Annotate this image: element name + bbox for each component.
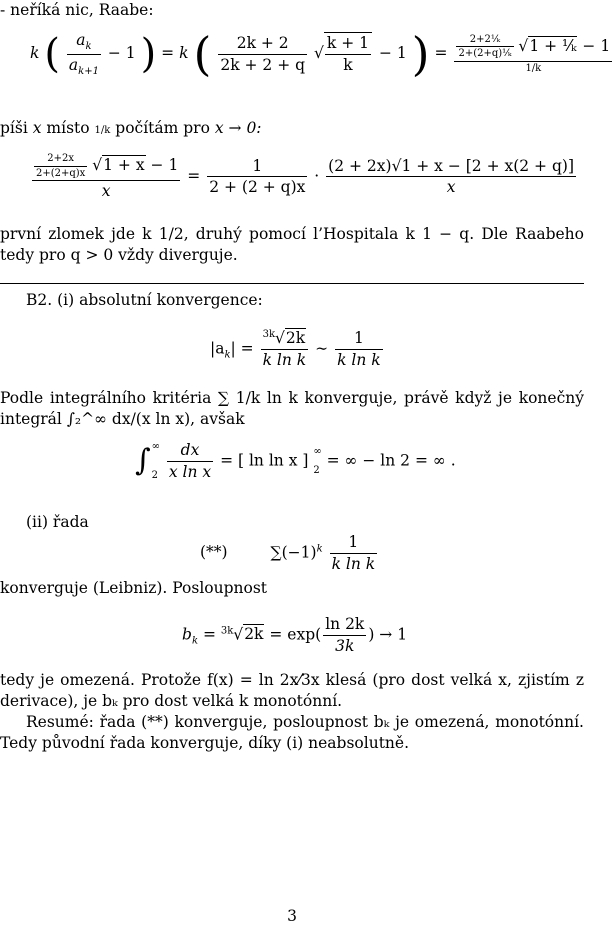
raabe-equation: k ( $\frac{a_k}{a_{k+1}}$ − 1 ) = k ( $\frac{2k + 2}{2k + 2 + q}$ √ $\frac{k + 1}{k}$ − 1 ) = $\frac{\text{2+2¹⁄ₖ}}{\text{2+(2+q)¹⁄ₖ}}$ √1 + ¹⁄ₖ − 1 1/k xyxy=(30,27,611,82)
bk-equation: $b_k = ^{3k}√2k = \exp$( $\frac{\ln 2k}{3k}$ ) → 1 xyxy=(182,615,408,655)
substitution-line: píši x místo 1/k počítám pro x → 0: xyxy=(0,119,262,137)
leibniz-paragraph: konverguje (Leibniz). Posloupnost xyxy=(0,579,268,597)
bounded-paragraph: tedy je omezená. Protože f(x) = ln 2x⁄3x klesá (pro dost velká x, zjistím z derivace), je bₖ pro dost velká k monotónní. xyxy=(0,671,584,710)
section-divider xyxy=(0,283,584,284)
limit-equation: $\frac{2+2x}{2+(2+q)x}$ √1 + x − 1 x = $\frac{1}{2 + (2 + q)x}$ · $\frac{(2 + 2x)√1 + x - [2 + x(2 + q)]}{x}$ xyxy=(30,152,578,202)
abs-equation: $|a_k|$ = $\frac{^{3k}√2k}{\text{k ln k}}$ ∼ $\frac{1}{\text{k ln k}}$ xyxy=(210,329,381,370)
intro-line xyxy=(0,0,584,21)
integral-paragraph: Podle integrálního kritéria ∑ 1/k ln k konverguje, právě když je konečný integrál ∫₂^∞ dx/(x ln x), avšak xyxy=(0,389,584,428)
eq1-minus-one: − 1 xyxy=(107,44,136,63)
intro-text: - neříká nic, Raabe: xyxy=(0,1,154,19)
eq2-left-frac: $\frac{2+2x}{2+(2+q)x}$ √1 + x − 1 x xyxy=(32,152,180,202)
eq1-right-frac: $\frac{\text{2+2¹⁄ₖ}}{\text{2+(2+q)¹⁄ₖ}}$ √1 + ¹⁄ₖ − 1 1/k xyxy=(454,33,612,76)
b2-heading: B2. (i) absolutní konvergence: xyxy=(26,291,263,309)
eq3-one-frac: $\frac{1}{\text{k ln k}}$ xyxy=(337,329,381,369)
eq5-frac: $\frac{1}{\text{k ln k}}$ xyxy=(331,533,376,573)
ii-heading: (ii) řada xyxy=(26,513,89,531)
eq4-frac: $\frac{dx}{\text{x ln x}}$ xyxy=(168,441,212,481)
eq1-frac: $\frac{2k + 2}{2k + 2 + q}$ xyxy=(220,33,306,74)
eq2-mid-frac: $\frac{1}{2 + (2 + q)x}$ xyxy=(209,156,306,197)
resume-paragraph: Resumé: řada (**) konverguje, posloupnost bₖ je omezená, monotónní. Tedy původní řada konverguje, díky (i) neabsolutně. xyxy=(0,713,584,752)
eq6-frac: $\frac{\ln 2k}{3k}$ xyxy=(325,615,365,655)
eq1-ratio: $\frac{a_k}{a_{k+1}}$ xyxy=(68,31,99,77)
alternating-series: (**) $\sum(-1)^k$ $\frac{1}{\text{k ln k}}$ xyxy=(200,533,376,573)
limit-paragraph: první zlomek jde k 1/2, druhý pomocí l’Hospitala k 1 − q. Dle Raabeho tedy pro q > 0 vždy diverguje. xyxy=(0,225,584,264)
integral-equation: ∫ ∞ 2 $\frac{dx}{\text{x ln x}}$ = [ ln ln x ] ∞ 2 = ∞ − ln 2 = ∞ . xyxy=(135,441,456,482)
eq1-sqrt: $\frac{k + 1}{k}$ xyxy=(324,32,372,76)
eq2-right-frac: $\frac{(2 + 2x)√1 + x - [2 + x(2 + q)]}{x}$ xyxy=(328,156,574,197)
eq1-k: k xyxy=(30,44,40,63)
page-number: 3 xyxy=(287,907,297,925)
eq3-root-frac: $\frac{^{3k}√2k}{\text{k ln k}}$ xyxy=(262,329,307,370)
